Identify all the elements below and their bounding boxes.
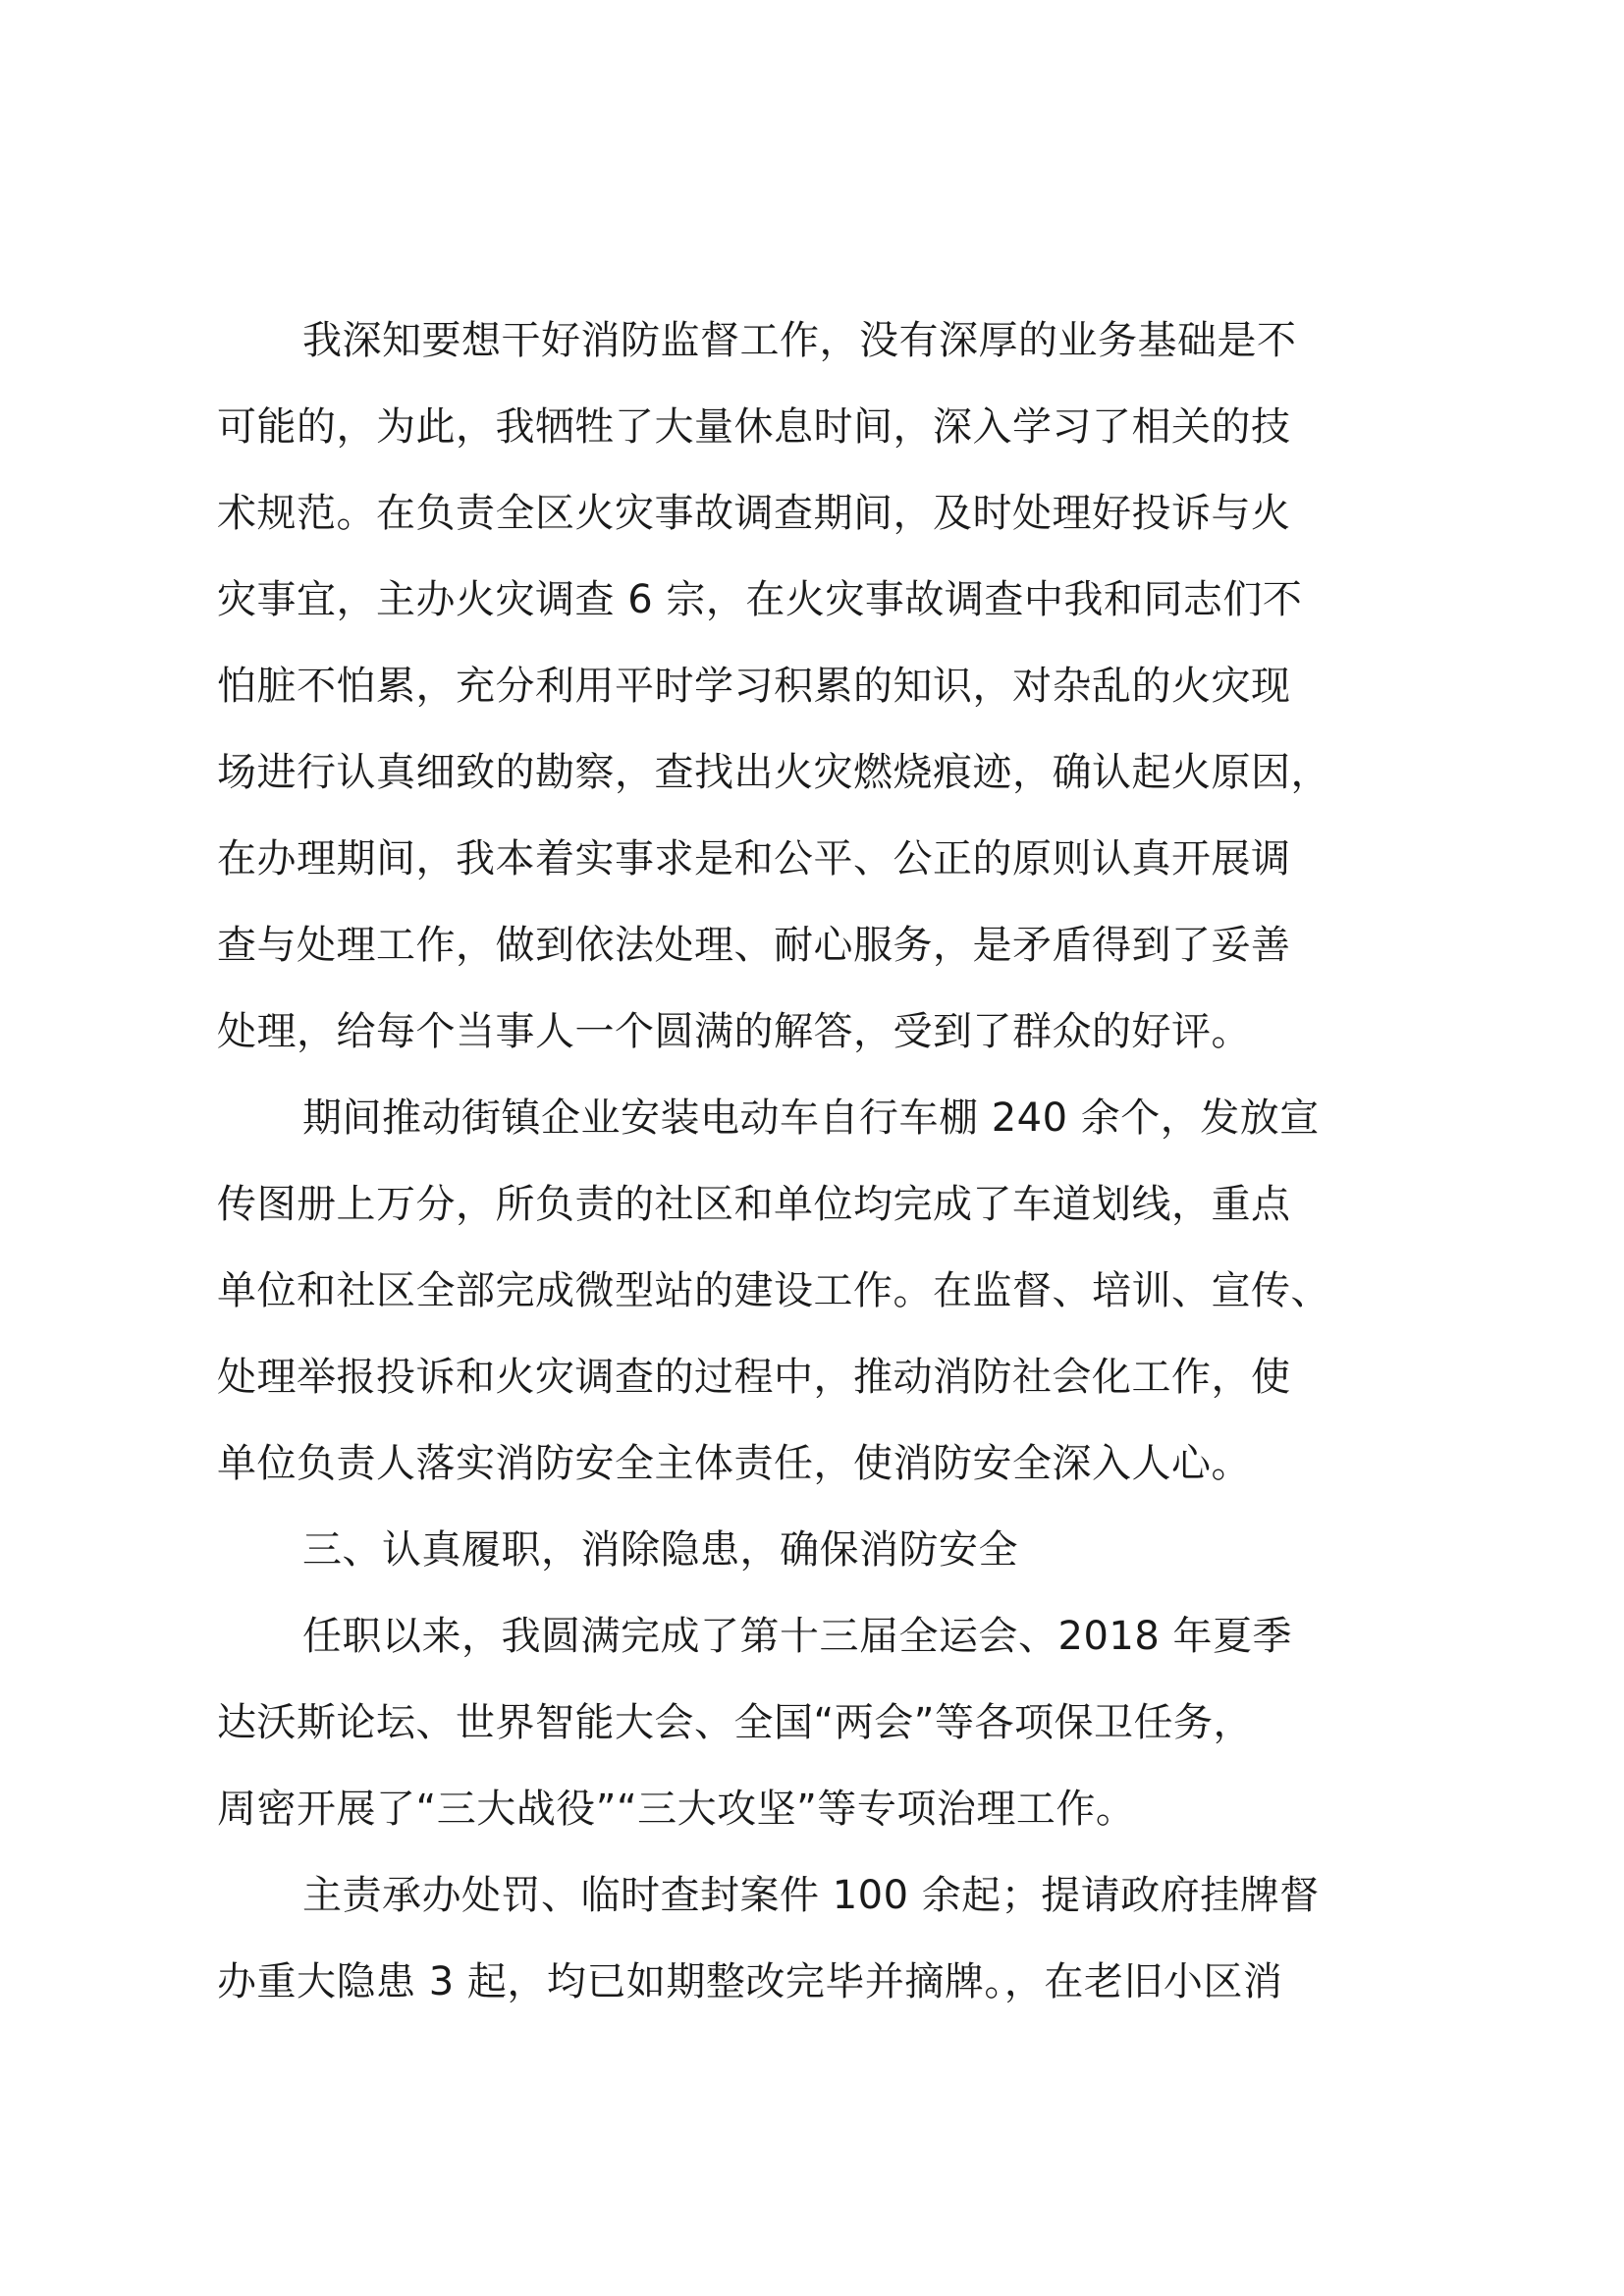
text-line: 怕脏不怕累，充分利用平时学习积累的知识，对杂乱的火灾现 <box>217 664 1291 709</box>
text-line: 术规范。在负责全区火灾事故调查期间，及时处理好投诉与火 <box>217 491 1291 536</box>
text-line: 可能的，为此，我牺牲了大量休息时间，深入学习了相关的技 <box>217 404 1291 450</box>
text-line: 达沃斯论坛、世界智能大会、全国“两会”等各项保卫任务， <box>217 1700 1253 1745</box>
text-line: 查与处理工作，做到依法处理、耐心服务，是矛盾得到了妥善 <box>217 923 1291 968</box>
text-line: 办重大隐患 3 起，均已如期整改完毕并摘牌。，在老旧小区消 <box>217 1959 1283 2004</box>
text-line: 单位和社区全部完成微型站的建设工作。在监督、培训、宣传、 <box>217 1268 1330 1313</box>
text-line: 场进行认真细致的勘察，查找出火灾燃烧痕迹，确认起火原因， <box>217 750 1330 795</box>
text-line: 我深知要想干好消防监督工作，没有深厚的业务基础是不 <box>302 318 1297 363</box>
section-heading: 三、认真履职，消除隐患，确保消防安全 <box>302 1527 1018 1573</box>
text-line: 任职以来，我圆满完成了第十三届全运会、2018 年夏季 <box>302 1614 1293 1659</box>
text-line: 灾事宜，主办火灾调查 6 宗，在火灾事故调查中我和同志们不 <box>217 577 1303 622</box>
text-line: 单位负责人落实消防安全主体责任，使消防安全深入人心。 <box>217 1441 1251 1486</box>
text-line: 在办理期间，我本着实事求是和公平、公正的原则认真开展调 <box>217 836 1291 881</box>
text-line: 处理，给每个当事人一个圆满的解答，受到了群众的好评。 <box>217 1009 1251 1054</box>
text-line: 处理举报投诉和火灾调查的过程中，推动消防社会化工作，使 <box>217 1355 1291 1400</box>
text-line: 传图册上万分，所负责的社区和单位均完成了车道划线，重点 <box>217 1182 1291 1227</box>
text-line: 周密开展了“三大战役”“三大攻坚”等专项治理工作。 <box>217 1787 1136 1832</box>
text-line: 主责承办处罚、临时查封案件 100 余起；提请政府挂牌督 <box>302 1873 1320 1918</box>
text-line: 期间推动街镇企业安装电动车自行车棚 240 余个，发放宣 <box>302 1095 1320 1141</box>
